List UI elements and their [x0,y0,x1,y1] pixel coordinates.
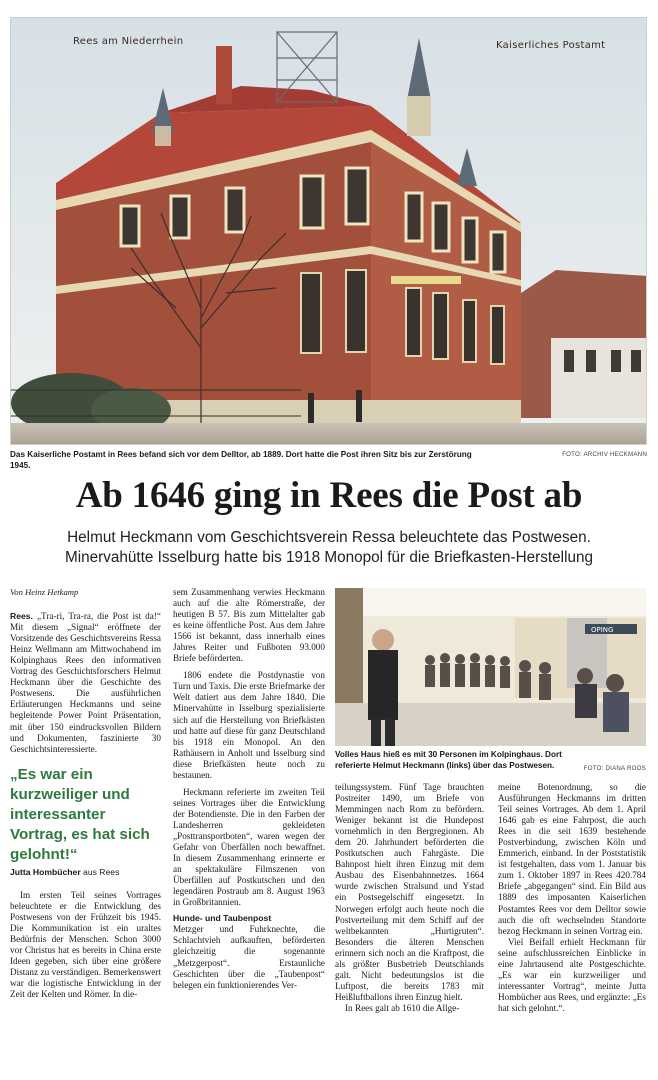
paragraph [10,611,161,755]
article-column-3 [335,782,484,1014]
byline: Von Heinz Hetkamp [10,587,79,597]
lecture-illustration [335,588,646,746]
paragraph: Im ersten Teil seines Vortrages beleuchtete er die Entwicklung des Postwesens von der Frühzeit bis 1945. Die Kommunikation ist ein uraltes Bedürfnis der Menschen. Schon 3000 vor Christus hat es bereits in China erste Ideen gegeben, sich über eine größere Distanz zu verständigen. Bemerkenswert war die logistische Entwicklung in der Zeit der Kelten und Römer. In die- [10,889,161,1000]
paragraph: Metzger und Fuhrknechte, die Schlachtvieh aufkauften, beförderten gleichzeitig die sogenannte „Metzgerpost“. Erstaunliche Geschichten über die „Taubenpost“ belegen ein funktionierendes Ver- [173,924,325,990]
article-headline: Ab 1646 ging in Rees die Post ab [75,475,583,516]
photo-caption: Das Kaiserliche Postamt in Rees befand sich vor dem Delltor, ab 1889. Dort hatte die Post ihren Sitz bis zur Zerstörung 1945. [10,450,472,470]
photo-label-town: Rees am Niederrhein [73,36,184,47]
subheadline-line-2: Minervahütte Isselburg hatte bis 1918 Monopol für die Briefkasten-Herstellung [64,549,594,566]
paragraph: teilungssystem. Fünf Tage brauchten Postreiter 1490, um Briefe von Memmingen nach Rom zu befördern. Weniger bekannt ist die Hundepost vornehmlich in den Bergregionen. Ab dem 20. Jahrhundert beförderten die Postkutschen auch Fahrgäste. Die Bahnpost hielt ihren Einzug mit dem Ausbau des Eisenbahnnetzes. 1664 wurde zwischen Stralsund und Ystad ein Postsegelschiff eingesetzt. In Norwegen erfolgt auch heute noch die Postverteilung mit dem Schiff auf der weltbekannten „Hurtigruten“. Besonders die älteren Menschen erinnern sich noch an die Kraftpost, die als größter Busbetrieb Deutschlands galt. Nicht bedeutungslos ist die Luftpost, die bereits 1783 mit Heißluftballons ihren Einzug hielt. [335,782,484,1002]
section-subheading: Hunde- und Taubenpost [173,913,272,924]
paragraph: meine Botenordnung, so die Ausführungen Heckmanns im dritten Teil seines Vortrages. Ab dem 1. April 1646 gab es eine Fahrpost, die auch Rees in die seit 1639 bestehende Postverbindung, zwischen Köln und Emmerich, einband. In der Poststatistik ist festgehalten, dass vom 1. Januar bis zum 1. Oktober 1897 in Rees 420.784 Briefe „abgegangen“ sind. Ein Bild aus 1889 des imposanten Kaiserlichen Postamtes Rees vor dem Delltor sowie auch die oft wechselnden Standorte bezog Heckmann in seinen Vortrag ein. [498,782,646,936]
photo-label-building: Kaiserliches Postamt [496,40,606,51]
quote-author-place: aus Rees [80,866,120,877]
article-column-1 [10,587,161,1000]
photo-credit: FOTO: ARCHIV HECKMANN [562,451,647,458]
quote-author-name: Jutta Hombücher [10,866,81,877]
paragraph: 1806 endete die Postdynastie von Turn und Taxis. Die erste Briefmarke der Welt datiert aus dem Jahre 1840. Die Minervahütte in Isselburg spezialisierte sich auf die Herstellung von Briefkästen und hatte auf diese für ganz Deutschland bis 1918 ein Monopol. An den Rathäusern in Anholt und Isselburg sind diese Briefkästen heute noch zu bestaunen. [173,670,325,780]
paragraph: In Rees galt ab 1610 die Allge- [345,1002,460,1013]
paragraph: sem Zusammenhang verwies Heckmann auch auf die alte Römerstraße, der heutigen B 57. Bis zum Mittelalter gab es keine öffentliche Post. Aus dem Jahre 1566 ist bekannt, dass innerhalb eines Jahres Reiter und Fußboten 93.000 Briefe beförderten. [173,587,325,664]
subheadline-line-1: Helmut Heckmann vom Geschichtsverein Ressa beleuchtete das Postwesen. [67,529,591,546]
pull-quote [10,765,161,878]
article-column-2 [173,587,325,991]
post-office-illustration [11,18,647,445]
paragraph: Heckmann referierte im zweiten Teil seines Vortrages über die Entwicklung der Botendienste. Die in den Farben der Landesherren gekleideten „Posttransportboten“, waren wegen der Gefahr von Überfällen noch bewaffnet. In diesem Zusammenhang erinnerte er an spektakuläre Filmszenen von Überfällen auf Postkutschen und den legendären Postraub am 8. August 1963 in Großbritannien. [173,786,325,908]
lecture-photo-caption: Volles Haus hieß es mit 30 Personen im Kolpinghaus. Dort referierte Helmut Heckmann (links) über das Postwesen. [335,750,562,770]
paragraph: Viel Beifall erhielt Heckmann für seine aufschlussreichen Einblicke in eine Jahrtausend alte Postgeschichte. „Es war ein kurzweiliger und interessanter Vortrag“, meinte Jutta Hombücher aus Rees, und ergänzte: „Es hat sich gelohnt.“. [498,936,646,1013]
wall-sign-text: OPING [591,626,614,634]
lecture-photo [335,588,646,746]
dateline: Rees. [10,611,33,622]
post-office-photo [10,17,647,445]
pull-quote-text: „Es war ein kurzweiliger und interessanter Vortrag, es hat sich gelohnt!“ [10,765,150,863]
article-subheadline [0,528,658,568]
pull-quote-author [10,867,161,878]
article-column-4 [498,782,646,1014]
lecture-photo-credit: FOTO: DIANA ROOS [583,765,646,772]
paragraph-text: „Tra-ri, Tra-ra, die Post ist da!“ Mit diesem „Signal“ eröffnete der Vorsitzende des Geschichtsvereins Ressa Heinz Wellmann am Mittwochabend im Kolpinghaus Rees den informativen Vortrag des Geschichtsforschers Helmut Heckmann über die Geschichte des Postwesens. Die ausführlichen Erläuterungen Heckmanns und seine begleitende Power Point Präsentation, mit über 150 eindrucksvollen Bildern und Dokumenten, faszinierte 30 Geschichtsinteressierte. [10,611,161,754]
